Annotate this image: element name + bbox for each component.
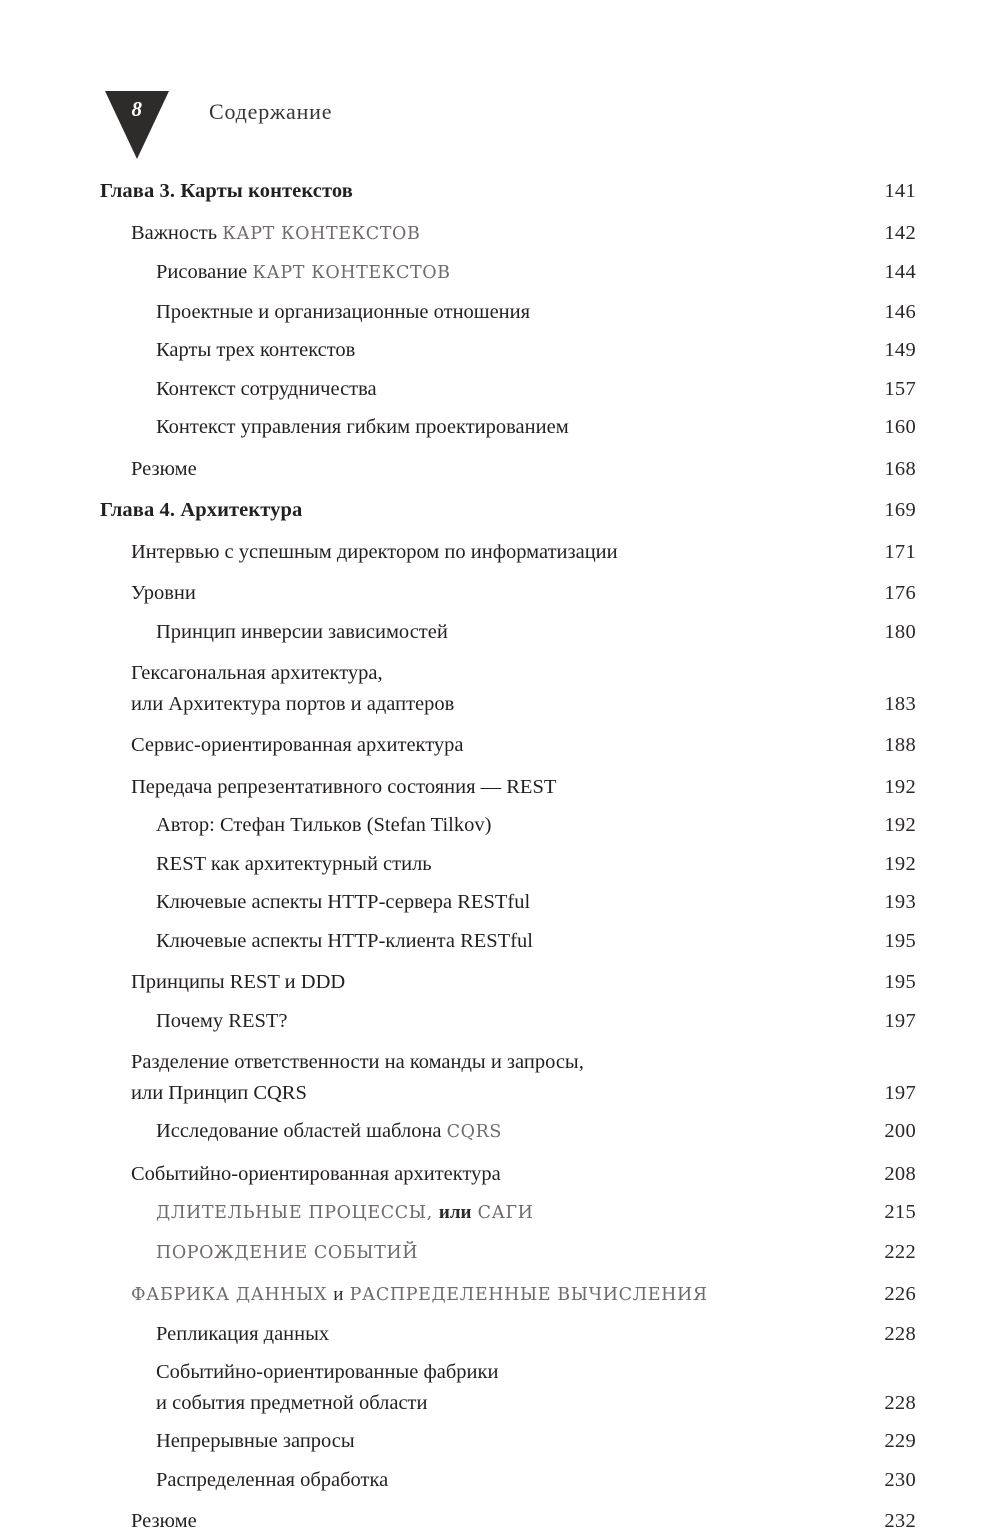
toc-entry-smallcaps-run: КАРТ КОНТЕКСТОВ (222, 223, 421, 244)
toc-entry-label: Контекст управления гибким проектированием (156, 416, 569, 438)
toc-entry-page-number: 192 (884, 775, 916, 798)
toc-entry[interactable] (100, 257, 916, 289)
toc-entry[interactable] (100, 617, 916, 648)
toc-entry-page-number: 192 (884, 852, 916, 875)
toc-entry-page-number: 192 (884, 814, 916, 836)
toc-entry-page-number: 197 (884, 1081, 916, 1104)
toc-entry[interactable] (100, 849, 916, 880)
toc-entry-smallcaps-run: ФАБРИКА ДАННЫХ и РАСПРЕДЕЛЕННЫЕ ВЫЧИСЛЕНИЯ (131, 1284, 708, 1305)
toc-entry[interactable] (100, 1047, 916, 1108)
toc-entry-page-number: 232 (884, 1510, 916, 1532)
toc-entry-label-text: Важность (131, 221, 223, 244)
running-head-title: Содержание (209, 99, 333, 124)
toc-entry-label: Контекст сотрудничества (156, 377, 377, 400)
toc-entry[interactable] (100, 772, 916, 803)
toc-entry[interactable] (100, 1465, 916, 1496)
folio-marker (105, 91, 169, 159)
toc-entry-label (100, 1116, 916, 1148)
toc-entry[interactable] (100, 1279, 916, 1311)
toc-entry-page-number: 226 (884, 1283, 916, 1305)
toc-entry-label: Событийно-ориентированная архитектура (131, 1162, 501, 1185)
toc-entry[interactable] (100, 926, 916, 957)
toc-entry-page-number: 215 (884, 1201, 916, 1223)
toc-entry-page-number: 160 (884, 416, 916, 438)
toc-entry-page-number: 188 (884, 734, 916, 756)
toc-entry-label: Проектные и организационные отношения (156, 300, 531, 323)
toc-entry-page-number: 146 (884, 300, 916, 323)
toc-entry-smallcaps-run: CQRS (446, 1122, 502, 1142)
toc-entry-label: Автор: Стефан Тильков (Stefan Tilkov) (156, 814, 492, 836)
toc-entry-page-number: 230 (884, 1468, 916, 1491)
toc-entry-smallcaps-run: ДЛИТЕЛЬНЫЕ ПРОЦЕССЫ, или САГИ (156, 1202, 534, 1223)
toc-entry-label-text: Рисование (156, 261, 253, 283)
toc-entry-label: Карты трех контекстов (156, 339, 356, 361)
toc-entry-label: Почему REST? (156, 1009, 288, 1032)
toc-entry-page-number: 141 (884, 180, 916, 202)
toc-entry-label (100, 1237, 916, 1269)
toc-entry[interactable] (100, 1159, 916, 1190)
toc-entry-label: Интервью с успешным директором по информатизации (131, 540, 618, 563)
toc-entry-label: Репликация данных (156, 1322, 330, 1345)
toc-entry-label (100, 218, 916, 250)
toc-entry-page-number: 208 (884, 1162, 916, 1185)
toc-entry-label (100, 1357, 916, 1418)
toc-entry-label-line2: или Принцип CQRS (131, 1081, 307, 1104)
toc-entry-page-number: 169 (884, 499, 916, 521)
toc-entry-label: Резюме (131, 1510, 197, 1532)
toc-entry-label (100, 1047, 916, 1108)
toc-entry[interactable] (100, 810, 916, 841)
toc-entry-label: REST как архитектурный стиль (156, 852, 432, 875)
toc-entry-label: Резюме (131, 457, 197, 480)
toc-entry-label-text: Исследование областей шаблона (156, 1120, 447, 1142)
toc-entry-label-line2: и события предметной области (156, 1391, 428, 1414)
toc-entry-label: Принцип инверсии зависимостей (156, 620, 448, 643)
toc-entry[interactable] (100, 1319, 916, 1350)
toc-entry[interactable] (100, 1006, 916, 1037)
toc-entry[interactable] (100, 658, 916, 719)
toc-entry[interactable] (100, 1506, 916, 1537)
toc-entry-label (100, 257, 916, 289)
toc-entry-page-number: 142 (884, 221, 916, 244)
toc-entry-label: Распределенная обработка (156, 1468, 389, 1491)
toc-entry-page-number: 195 (884, 929, 916, 952)
toc-entry[interactable] (100, 1116, 916, 1148)
toc-entry[interactable] (100, 1357, 916, 1418)
toc-entry-page-number: 229 (884, 1430, 916, 1452)
toc-entry-label-line2: или Архитектура портов и адаптеров (131, 692, 455, 715)
toc-entry-page-number: 200 (884, 1120, 916, 1142)
toc-entry[interactable] (100, 1197, 916, 1229)
toc-entry-label-line1: Событийно-ориентированные фабрики (156, 1361, 499, 1383)
toc-entry[interactable] (100, 887, 916, 918)
toc-entry-page-number: 222 (884, 1240, 916, 1263)
toc-entry-page-number: 197 (884, 1009, 916, 1032)
toc-entry-page-number: 149 (884, 339, 916, 361)
toc-entry[interactable] (100, 218, 916, 250)
toc-entry-page-number: 176 (884, 582, 916, 604)
toc-entry-label: Передача репрезентативного состояния — REST (131, 775, 557, 798)
toc-chapter-entry[interactable] (100, 176, 916, 207)
toc-entry[interactable] (100, 412, 916, 443)
toc-entry-page-number: 228 (884, 1391, 916, 1414)
toc-entry-page-number: 168 (884, 457, 916, 480)
toc-entry-label: Непрерывные запросы (156, 1430, 355, 1452)
toc-entry-label: Сервис-ориентированная архитектура (131, 734, 464, 756)
table-of-contents (100, 176, 916, 1537)
toc-entry-label-line1: Гексагональная архитектура, (131, 662, 383, 684)
toc-entry-label: Ключевые аспекты HTTP-клиента RESTful (156, 929, 533, 952)
toc-entry-label: Глава 4. Архитектура (100, 499, 303, 521)
toc-entry-label: Ключевые аспекты HTTP-сервера RESTful (156, 891, 531, 913)
toc-entry-label-line1: Разделение ответственности на команды и запросы, (131, 1051, 584, 1073)
toc-entry[interactable] (100, 730, 916, 761)
toc-entry-page-number: 144 (884, 261, 916, 283)
toc-entry-label (100, 658, 916, 719)
toc-entry-page-number: 180 (884, 620, 916, 643)
toc-entry-smallcaps-run: ПОРОЖДЕНИЕ СОБЫТИЙ (156, 1242, 419, 1263)
toc-entry[interactable] (100, 1237, 916, 1269)
toc-entry[interactable] (100, 967, 916, 998)
toc-entry[interactable] (100, 537, 916, 568)
page-folio-number: 8 (131, 97, 143, 121)
toc-entry-label: Принципы REST и DDD (131, 971, 346, 993)
toc-entry-smallcaps-run: КАРТ КОНТЕКСТОВ (252, 263, 451, 283)
toc-entry-page-number: 171 (884, 540, 916, 563)
toc-entry[interactable] (100, 335, 916, 366)
toc-entry-label (100, 1197, 916, 1229)
toc-entry-page-number: 183 (884, 692, 916, 715)
toc-entry[interactable] (100, 374, 916, 405)
running-head (0, 0, 1000, 175)
toc-entry-label (100, 1279, 916, 1311)
toc-entry[interactable] (100, 454, 916, 485)
toc-entry-label: Глава 3. Карты контекстов (100, 180, 353, 202)
toc-entry[interactable] (100, 1426, 916, 1457)
toc-entry[interactable] (100, 578, 916, 609)
toc-entry-page-number: 195 (884, 971, 916, 993)
toc-entry-page-number: 193 (884, 891, 916, 913)
toc-entry-label: Уровни (131, 582, 196, 604)
toc-chapter-entry[interactable] (100, 495, 916, 526)
toc-entry[interactable] (100, 297, 916, 328)
toc-entry-page-number: 157 (884, 377, 916, 400)
toc-entry-page-number: 228 (884, 1322, 916, 1345)
